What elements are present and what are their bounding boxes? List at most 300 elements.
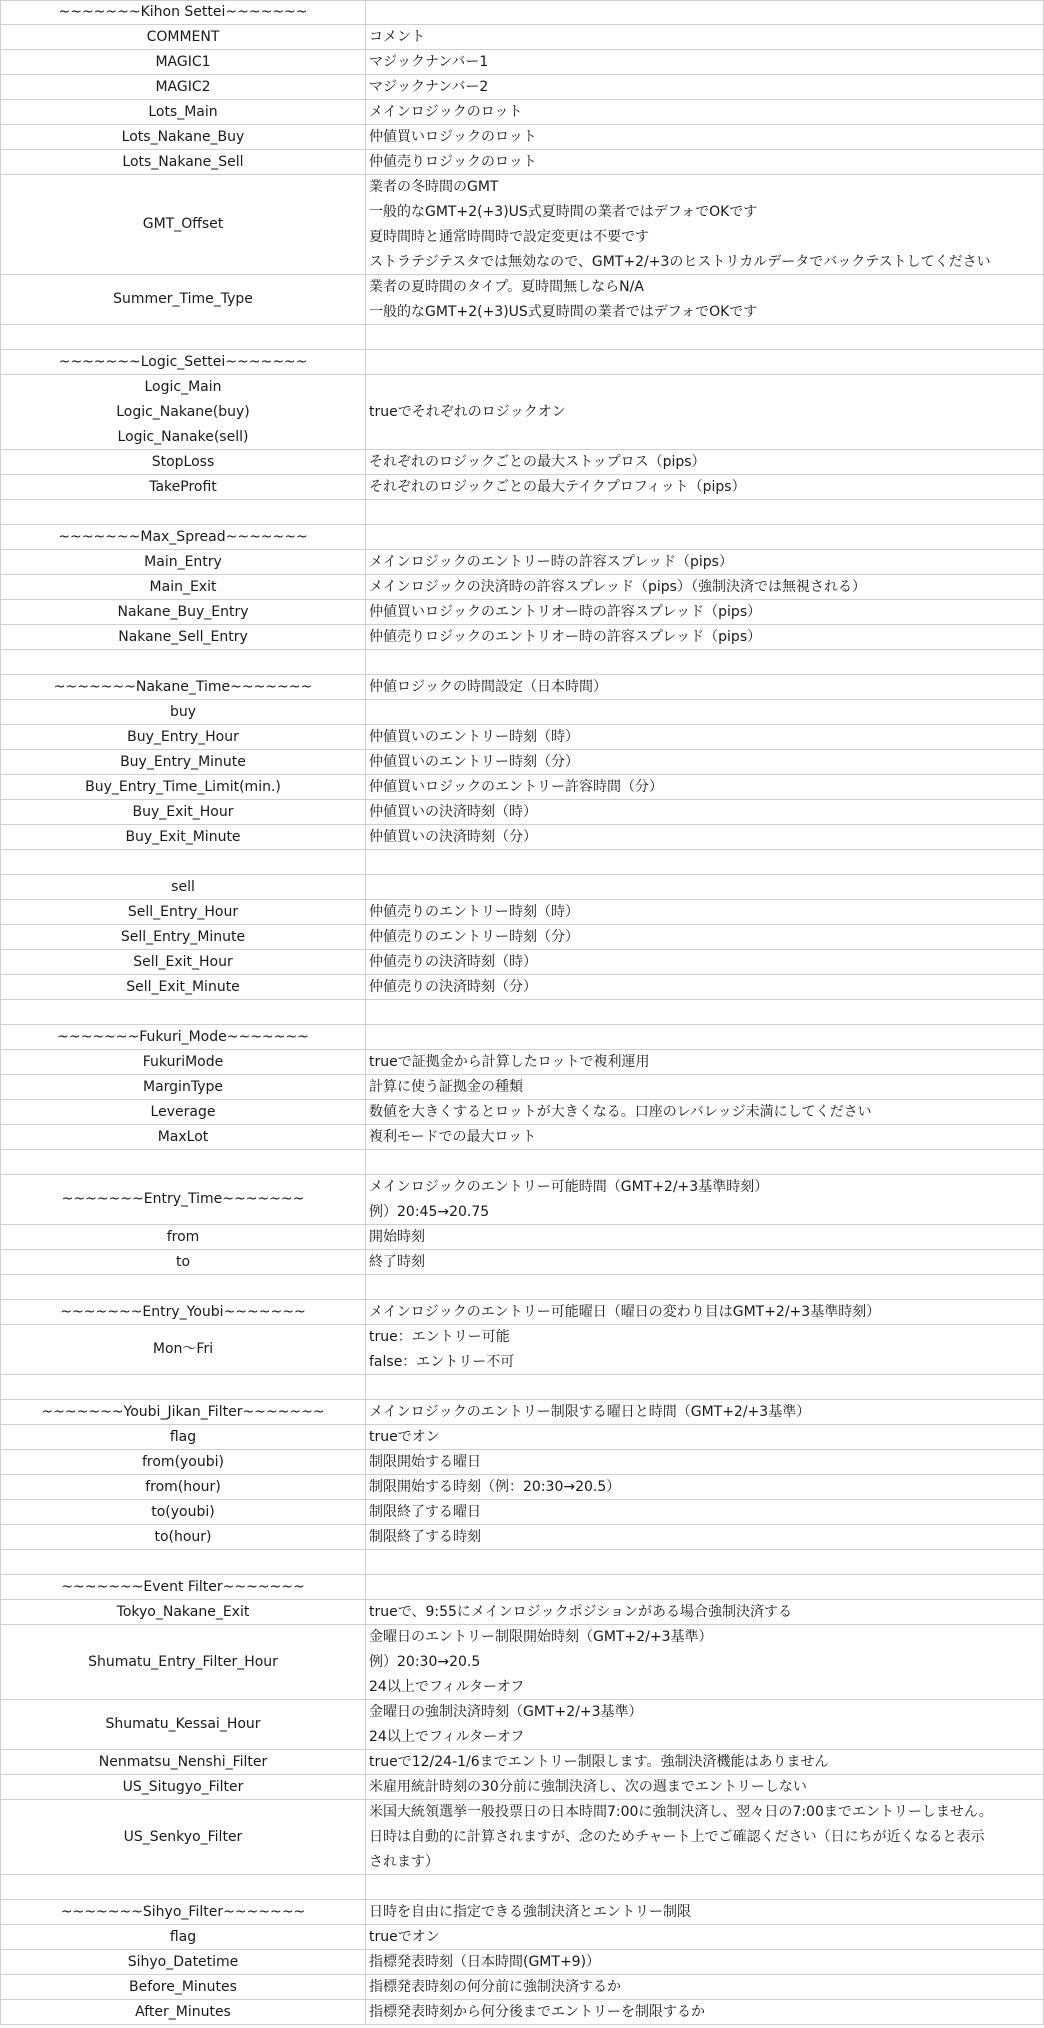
param-name: ~~~~~~~Max_Spread~~~~~~~ <box>58 528 308 545</box>
table-row <box>0 650 1044 675</box>
param-description-cell[interactable] <box>366 725 1044 750</box>
table-row <box>0 725 1044 750</box>
param-description-cell[interactable] <box>366 1125 1044 1150</box>
param-description-cell[interactable] <box>366 375 1044 450</box>
table-row <box>0 1925 1044 1950</box>
param-description: trueで、9:55にメインロジックポジションがある場合強制決済する <box>369 1603 792 1620</box>
param-description: 終了時刻 <box>369 1253 425 1270</box>
param-name-cell[interactable] <box>0 25 366 50</box>
param-name-cell[interactable] <box>0 1950 366 1975</box>
param-name: MarginType <box>143 1078 223 1095</box>
table-row <box>0 1425 1044 1450</box>
param-name-cell[interactable] <box>0 925 366 950</box>
param-description-cell[interactable] <box>366 925 1044 950</box>
param-name: buy <box>169 703 197 720</box>
param-description: コメント <box>369 28 425 45</box>
param-description-cell[interactable] <box>366 350 1044 375</box>
param-description: 日時を自由に指定できる強制決済とエントリー制限 <box>369 1903 691 1920</box>
param-name-cell[interactable] <box>0 575 366 600</box>
table-row <box>0 1875 1044 1900</box>
param-description-cell[interactable] <box>366 1625 1044 1700</box>
param-name: Buy_Entry_Minute <box>120 753 246 770</box>
param-description: 夏時間時と通常時間時で設定変更は不要です <box>369 228 649 245</box>
param-name-cell[interactable] <box>0 1550 366 1575</box>
param-name: Buy_Exit_Minute <box>125 828 241 845</box>
param-description-cell[interactable] <box>366 625 1044 650</box>
param-description-cell[interactable] <box>366 1600 1044 1625</box>
param-name-cell[interactable] <box>0 1700 366 1750</box>
table-row <box>0 75 1044 100</box>
table-row <box>0 1125 1044 1150</box>
param-description-cell[interactable] <box>366 575 1044 600</box>
table-row <box>0 1150 1044 1175</box>
table-row <box>0 1025 1044 1050</box>
param-description: 米国大統領選挙一般投票日の日本時間7:00に強制決済し、翌々日の7:00までエントリーしません。 <box>369 1803 993 1820</box>
param-description-cell[interactable] <box>366 1575 1044 1600</box>
param-name-cell[interactable] <box>0 1425 366 1450</box>
param-description: 金曜日の強制決済時刻（GMT+2/+3基準） <box>369 1703 643 1720</box>
param-description-cell[interactable] <box>366 775 1044 800</box>
param-name-cell[interactable] <box>0 775 366 800</box>
table-row <box>0 675 1044 700</box>
param-description-cell[interactable] <box>366 900 1044 925</box>
param-name-cell[interactable] <box>0 1275 366 1300</box>
table-row <box>0 525 1044 550</box>
param-name-cell[interactable] <box>0 350 366 375</box>
param-name: Main_Entry <box>144 553 222 570</box>
param-name-cell[interactable] <box>0 1175 366 1225</box>
param-description: ストラテジテスタでは無効なので、GMT+2/+3のヒストリカルデータでバックテストしてください <box>369 253 991 270</box>
param-description: 仲値売りロジックのロット <box>369 153 537 170</box>
param-description: 仲値売りの決済時刻（分） <box>369 978 537 995</box>
table-row <box>0 0 1044 25</box>
param-description: それぞれのロジックごとの最大テイクプロフィット（pips） <box>369 478 746 495</box>
param-description-cell[interactable] <box>366 1050 1044 1075</box>
param-description-cell[interactable] <box>366 1775 1044 1800</box>
param-description-cell[interactable] <box>366 525 1044 550</box>
param-description-cell[interactable] <box>366 25 1044 50</box>
param-name: Buy_Entry_Time_Limit(min.) <box>85 778 281 795</box>
param-description: false：エントリー不可 <box>369 1353 515 1370</box>
param-description-cell[interactable] <box>366 325 1044 350</box>
param-name-cell[interactable] <box>0 1400 366 1425</box>
param-name: ~~~~~~~Sihyo_Filter~~~~~~~ <box>60 1903 306 1920</box>
param-name: Tokyo_Nakane_Exit <box>116 1603 250 1620</box>
param-description-cell[interactable] <box>366 700 1044 725</box>
param-name: Logic_Main <box>144 378 222 395</box>
param-name-cell[interactable] <box>0 1125 366 1150</box>
param-name-cell[interactable] <box>0 475 366 500</box>
param-description-cell[interactable] <box>366 1225 1044 1250</box>
param-name: Summer_Time_Type <box>113 291 253 307</box>
param-name: Main_Exit <box>149 578 217 595</box>
table-row <box>0 1050 1044 1075</box>
param-description: 仲値ロジックの時間設定（日本時間） <box>369 678 607 695</box>
param-name: Mon～Fri <box>152 1341 214 1357</box>
param-name: flag <box>169 1928 197 1945</box>
param-name-cell[interactable] <box>0 600 366 625</box>
table-row <box>0 150 1044 175</box>
param-name: Logic_Nakane(buy) <box>116 403 250 420</box>
param-name: Nenmatsu_Nenshi_Filter <box>98 1753 268 1770</box>
param-description-cell[interactable] <box>366 550 1044 575</box>
param-description-cell[interactable] <box>366 1750 1044 1775</box>
param-name-cell[interactable] <box>0 650 366 675</box>
param-name-cell[interactable] <box>0 2000 366 2025</box>
table-row <box>0 1900 1044 1925</box>
param-description-cell[interactable] <box>366 2000 1044 2025</box>
table-row <box>0 700 1044 725</box>
param-description: 開始時刻 <box>369 1228 425 1245</box>
param-name-cell[interactable] <box>0 1375 366 1400</box>
table-row <box>0 1550 1044 1575</box>
table-row <box>0 275 1044 325</box>
param-name: ~~~~~~~Event Filter~~~~~~~ <box>61 1578 305 1595</box>
param-description-cell[interactable] <box>366 500 1044 525</box>
table-row <box>0 850 1044 875</box>
param-description: 例）20:30→20.5 <box>369 1653 481 1670</box>
param-description-cell[interactable] <box>366 675 1044 700</box>
param-description: それぞれのロジックごとの最大ストップロス（pips） <box>369 453 706 470</box>
param-name-cell[interactable] <box>0 50 366 75</box>
param-description: メインロジックのロット <box>369 103 523 120</box>
table-row <box>0 775 1044 800</box>
param-description-cell[interactable] <box>366 1300 1044 1325</box>
param-name: Sell_Exit_Hour <box>133 953 233 970</box>
param-description-cell[interactable] <box>366 50 1044 75</box>
param-description-cell[interactable] <box>366 450 1044 475</box>
param-description: 仲値売りのエントリー時刻（分） <box>369 928 579 945</box>
param-description-cell[interactable] <box>366 125 1044 150</box>
param-name-cell[interactable] <box>0 1875 366 1900</box>
table-row <box>0 975 1044 1000</box>
param-name-cell[interactable] <box>0 550 366 575</box>
param-description: 指標発表時刻の何分前に強制決済するか <box>369 1978 621 1995</box>
param-name-cell[interactable] <box>0 325 366 350</box>
param-name-cell[interactable] <box>0 800 366 825</box>
param-description: trueでそれぞれのロジックオン <box>369 403 566 420</box>
param-description-cell[interactable] <box>366 600 1044 625</box>
param-name-cell[interactable] <box>0 1750 366 1775</box>
table-row <box>0 1275 1044 1300</box>
param-name-cell[interactable] <box>0 825 366 850</box>
param-name-cell[interactable] <box>0 1025 366 1050</box>
table-row <box>0 25 1044 50</box>
param-name-cell[interactable] <box>0 500 366 525</box>
param-description: 米雇用統計時刻の30分前に強制決済し、次の週までエントリーしない <box>369 1778 807 1795</box>
param-name: to <box>175 1253 191 1270</box>
param-name: flag <box>169 1428 197 1445</box>
param-description-cell[interactable] <box>366 750 1044 775</box>
param-name: Lots_Nakane_Buy <box>121 128 245 145</box>
param-description-cell[interactable] <box>366 1325 1044 1375</box>
param-name: US_Situgyo_Filter <box>122 1778 244 1795</box>
param-description-cell[interactable] <box>366 150 1044 175</box>
param-name: US_Senkyo_Filter <box>123 1828 243 1845</box>
param-description: 複利モードでの最大ロット <box>369 1128 537 1145</box>
table-row <box>0 1325 1044 1375</box>
param-description: 計算に使う証拠金の種類 <box>369 1078 523 1095</box>
param-description: メインロジックのエントリー時の許容スプレッド（pips） <box>369 553 733 570</box>
param-description: メインロジックのエントリー可能時間（GMT+2/+3基準時刻） <box>369 1178 769 1195</box>
param-name-cell[interactable] <box>0 850 366 875</box>
table-row <box>0 800 1044 825</box>
param-description: 一般的なGMT+2(+3)US式夏時間の業者ではデフォでOKです <box>369 303 758 320</box>
table-row <box>0 1450 1044 1475</box>
param-description: 仲値買いロジックのエントリオー時の許容スプレッド（pips） <box>369 603 762 620</box>
param-name-cell[interactable] <box>0 875 366 900</box>
param-description: 仲値買いのエントリー時刻（時） <box>369 728 579 745</box>
param-name-cell[interactable] <box>0 0 366 25</box>
table-row <box>0 1525 1044 1550</box>
param-name-cell[interactable] <box>0 1500 366 1525</box>
param-description: 業者の夏時間のタイプ。夏時間無しならN/A <box>369 278 644 295</box>
param-name-cell[interactable] <box>0 900 366 925</box>
param-name-cell[interactable] <box>0 725 366 750</box>
param-description-cell[interactable] <box>366 1250 1044 1275</box>
table-row <box>0 50 1044 75</box>
param-description-cell[interactable] <box>366 75 1044 100</box>
param-description: 仲値買いの決済時刻（分） <box>369 828 537 845</box>
param-description: true：エントリー可能 <box>369 1328 510 1345</box>
param-description-cell[interactable] <box>366 1700 1044 1750</box>
param-name-cell[interactable] <box>0 750 366 775</box>
param-description: 仲値売りのエントリー時刻（時） <box>369 903 579 920</box>
param-name: TakeProfit <box>149 478 217 495</box>
param-name: Buy_Entry_Hour <box>127 728 239 745</box>
param-name-cell[interactable] <box>0 975 366 1000</box>
param-name-cell[interactable] <box>0 1100 366 1125</box>
param-name: MaxLot <box>157 1128 209 1145</box>
table-row <box>0 1975 1044 2000</box>
table-row <box>0 950 1044 975</box>
param-name: ~~~~~~~Kihon Settei~~~~~~~ <box>58 4 308 20</box>
param-name-cell[interactable] <box>0 1300 366 1325</box>
param-name-cell[interactable] <box>0 450 366 475</box>
table-row <box>0 450 1044 475</box>
param-description: 仲値買いロジックのロット <box>369 128 537 145</box>
param-description-cell[interactable] <box>366 1100 1044 1125</box>
table-row <box>0 1600 1044 1625</box>
param-name: to(youbi) <box>151 1503 215 1520</box>
param-name: GMT_Offset <box>142 216 224 232</box>
param-name-cell[interactable] <box>0 1525 366 1550</box>
table-row <box>0 475 1044 500</box>
param-description-cell[interactable] <box>366 1475 1044 1500</box>
table-row <box>0 900 1044 925</box>
param-description-cell[interactable] <box>366 1900 1044 1925</box>
table-row <box>0 375 1044 450</box>
param-description-cell[interactable] <box>366 1175 1044 1225</box>
param-name: ~~~~~~~Nakane_Time~~~~~~~ <box>53 678 313 695</box>
param-name-cell[interactable] <box>0 100 366 125</box>
param-name: Nakane_Sell_Entry <box>118 628 248 645</box>
table-row <box>0 875 1044 900</box>
param-description: マジックナンバー2 <box>369 78 489 95</box>
param-description-cell[interactable] <box>366 800 1044 825</box>
param-description-cell[interactable] <box>366 1950 1044 1975</box>
param-description: trueでオン <box>369 1928 440 1945</box>
param-name-cell[interactable] <box>0 525 366 550</box>
table-row <box>0 125 1044 150</box>
param-description-cell[interactable] <box>366 650 1044 675</box>
param-description: 日時は自動的に計算されますが、念のためチャート上でご確認ください（日にちが近くなると表示 <box>369 1828 985 1845</box>
table-row <box>0 175 1044 275</box>
table-row <box>0 1175 1044 1225</box>
param-name-cell[interactable] <box>0 1000 366 1025</box>
param-description-cell[interactable] <box>366 175 1044 275</box>
param-description: 指標発表時刻から何分後までエントリーを制限するか <box>369 2003 705 2020</box>
table-row <box>0 1225 1044 1250</box>
param-description: 仲値売りの決済時刻（時） <box>369 953 537 970</box>
param-name: from(hour) <box>145 1478 221 1495</box>
param-name-cell[interactable] <box>0 675 366 700</box>
param-name-cell[interactable] <box>0 1325 366 1375</box>
param-name-cell[interactable] <box>0 950 366 975</box>
param-name-cell[interactable] <box>0 1775 366 1800</box>
param-name-cell[interactable] <box>0 625 366 650</box>
param-description-cell[interactable] <box>366 1375 1044 1400</box>
table-row <box>0 1100 1044 1125</box>
param-description-cell[interactable] <box>366 1425 1044 1450</box>
param-name: COMMENT <box>146 28 220 45</box>
param-description-cell[interactable] <box>366 1550 1044 1575</box>
param-description-cell[interactable] <box>366 1975 1044 2000</box>
table-row <box>0 750 1044 775</box>
param-name-cell[interactable] <box>0 700 366 725</box>
param-description: 制限開始する時刻（例：20:30→20.5） <box>369 1478 621 1495</box>
param-description: 業者の冬時間のGMT <box>369 178 499 195</box>
param-description-cell[interactable] <box>366 1075 1044 1100</box>
param-description-cell[interactable] <box>366 1450 1044 1475</box>
param-description: メインロジックのエントリー制限する曜日と時間（GMT+2/+3基準） <box>369 1403 811 1420</box>
table-row <box>0 1075 1044 1100</box>
param-name: Before_Minutes <box>129 1978 237 1995</box>
param-description: 24以上でフィルターオフ <box>369 1678 525 1695</box>
param-description-cell[interactable] <box>366 1500 1044 1525</box>
table-row <box>0 1500 1044 1525</box>
param-name: MAGIC2 <box>155 78 211 95</box>
param-description: メインロジックの決済時の許容スプレッド（pips）（強制決済では無視される） <box>369 578 866 595</box>
param-name-cell[interactable] <box>0 1450 366 1475</box>
param-description: 仲値買いロジックのエントリー許容時間（分） <box>369 778 663 795</box>
param-name-cell[interactable] <box>0 1475 366 1500</box>
param-description-cell[interactable] <box>366 275 1044 325</box>
table-row <box>0 1475 1044 1500</box>
param-description-cell[interactable] <box>366 1925 1044 1950</box>
table-row <box>0 550 1044 575</box>
param-description-cell[interactable] <box>366 1000 1044 1025</box>
param-name-cell[interactable] <box>0 1575 366 1600</box>
param-description-cell[interactable] <box>366 1150 1044 1175</box>
param-name: from(youbi) <box>141 1453 224 1470</box>
param-description-cell[interactable] <box>366 875 1044 900</box>
param-name-cell[interactable] <box>0 1975 366 2000</box>
param-name-cell[interactable] <box>0 275 366 325</box>
param-name: Lots_Main <box>148 103 218 120</box>
param-description-cell[interactable] <box>366 0 1044 25</box>
param-description: trueでオン <box>369 1428 440 1445</box>
table-row <box>0 100 1044 125</box>
param-name-cell[interactable] <box>0 1600 366 1625</box>
param-description-cell[interactable] <box>366 825 1044 850</box>
param-description: 仲値買いのエントリー時刻（分） <box>369 753 579 770</box>
param-description: trueで12/24-1/6までエントリー制限します。強制決済機能はありません <box>369 1753 829 1770</box>
param-description: マジックナンバー1 <box>369 53 489 70</box>
param-name-cell[interactable] <box>0 1050 366 1075</box>
param-description: 制限終了する時刻 <box>369 1528 481 1545</box>
param-name: Sihyo_Datetime <box>127 1953 239 1970</box>
param-name-cell[interactable] <box>0 150 366 175</box>
param-name: MAGIC1 <box>155 53 211 70</box>
param-description-cell[interactable] <box>366 850 1044 875</box>
param-description-cell[interactable] <box>366 1875 1044 1900</box>
param-name-cell[interactable] <box>0 1250 366 1275</box>
param-description-cell[interactable] <box>366 1275 1044 1300</box>
param-name-cell[interactable] <box>0 375 366 450</box>
param-description: 制限開始する曜日 <box>369 1453 481 1470</box>
param-description: 指標発表時刻（日本時間(GMT+9)） <box>369 1953 601 1970</box>
param-name-cell[interactable] <box>0 1900 366 1925</box>
table-row <box>0 575 1044 600</box>
param-name: After_Minutes <box>135 2003 231 2020</box>
param-name: ~~~~~~~Entry_Time~~~~~~~ <box>61 1191 305 1207</box>
param-description-cell[interactable] <box>366 1400 1044 1425</box>
param-name: ~~~~~~~Youbi_Jikan_Filter~~~~~~~ <box>41 1403 325 1420</box>
table-row <box>0 1400 1044 1425</box>
table-row <box>0 1700 1044 1750</box>
table-row <box>0 350 1044 375</box>
param-name: Nakane_Buy_Entry <box>117 603 249 620</box>
param-name-cell[interactable] <box>0 1150 366 1175</box>
param-description-cell[interactable] <box>366 1525 1044 1550</box>
param-name-cell[interactable] <box>0 75 366 100</box>
param-name-cell[interactable] <box>0 1075 366 1100</box>
param-description: 仲値買いの決済時刻（時） <box>369 803 537 820</box>
param-name-cell[interactable] <box>0 1925 366 1950</box>
param-name: ~~~~~~~Fukuri_Mode~~~~~~~ <box>57 1028 309 1045</box>
param-name: Lots_Nakane_Sell <box>122 153 244 170</box>
param-description-cell[interactable] <box>366 1800 1044 1875</box>
table-row <box>0 1300 1044 1325</box>
param-description-cell[interactable] <box>366 975 1044 1000</box>
table-row <box>0 2000 1044 2025</box>
param-name-cell[interactable] <box>0 1625 366 1700</box>
table-row <box>0 1800 1044 1875</box>
param-description-cell[interactable] <box>366 950 1044 975</box>
table-row <box>0 1375 1044 1400</box>
param-name: Leverage <box>150 1103 216 1120</box>
param-description: 制限終了する曜日 <box>369 1503 481 1520</box>
param-name-cell[interactable] <box>0 175 366 275</box>
param-description: 一般的なGMT+2(+3)US式夏時間の業者ではデフォでOKです <box>369 203 758 220</box>
param-name: ~~~~~~~Entry_Youbi~~~~~~~ <box>60 1303 306 1320</box>
param-name: Buy_Exit_Hour <box>132 803 234 820</box>
param-name: Shumatu_Entry_Filter_Hour <box>88 1653 278 1670</box>
param-name-cell[interactable] <box>0 1225 366 1250</box>
param-name-cell[interactable] <box>0 1800 366 1875</box>
param-name: ~~~~~~~Logic_Settei~~~~~~~ <box>58 353 308 370</box>
param-name: to(hour) <box>154 1528 212 1545</box>
table-row <box>0 1000 1044 1025</box>
param-name: StopLoss <box>151 453 215 470</box>
param-name-cell[interactable] <box>0 125 366 150</box>
param-description-cell[interactable] <box>366 1025 1044 1050</box>
param-description-cell[interactable] <box>366 100 1044 125</box>
param-name: Shumatu_Kessai_Hour <box>105 1716 261 1732</box>
param-description: 例）20:45→20.75 <box>369 1203 490 1220</box>
param-description-cell[interactable] <box>366 475 1044 500</box>
